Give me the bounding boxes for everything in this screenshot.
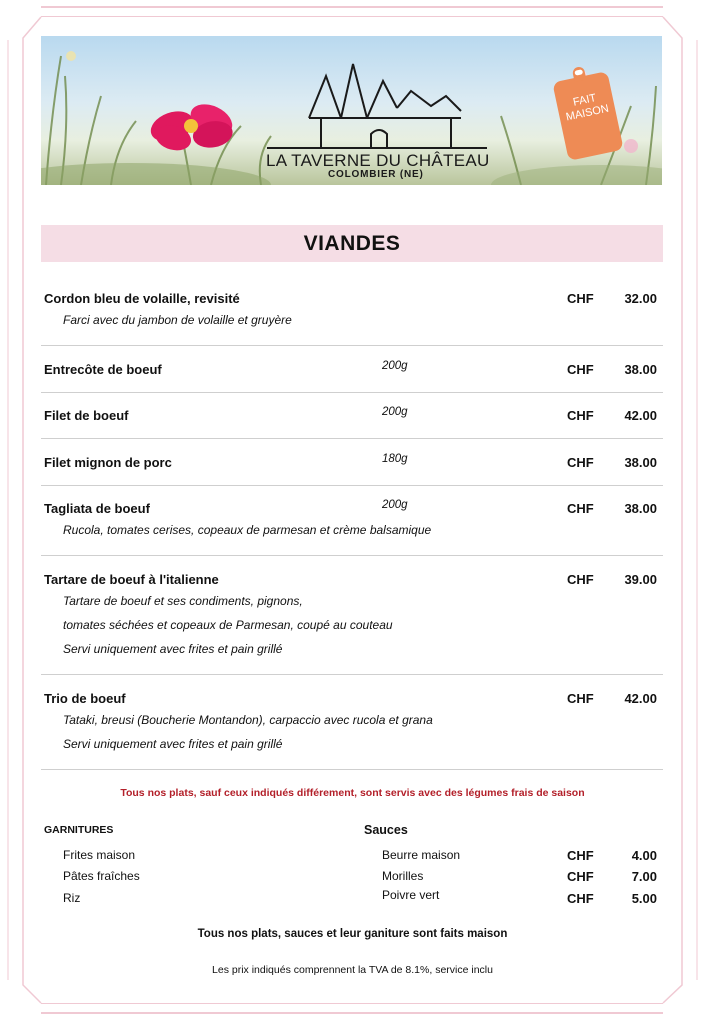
item-divider xyxy=(41,438,663,439)
menu-item-name: Tagliata de boeuf xyxy=(44,501,150,516)
garniture-item: Pâtes fraîches xyxy=(63,869,140,883)
garniture-item: Frites maison xyxy=(63,848,136,862)
sauce-currency: CHF xyxy=(567,869,594,884)
sauce-currency: CHF xyxy=(567,891,594,906)
sauces-title: Sauces xyxy=(364,823,408,837)
menu-item-currency: CHF xyxy=(567,362,594,377)
garniture-item: Riz xyxy=(63,891,81,905)
restaurant-location: COLOMBIER (NE) xyxy=(328,169,424,180)
item-divider xyxy=(41,555,663,556)
menu-item-description: Tartare de boeuf et ses condiments, pignons, xyxy=(63,594,303,608)
sauce-price: 5.00 xyxy=(631,891,657,906)
pink-flower-icon xyxy=(147,98,238,154)
menu-item-description: Tataki, breusi (Boucherie Montandon), carpaccio avec rucola et grana xyxy=(63,713,433,727)
sauce-price: 7.00 xyxy=(631,869,657,884)
menu-item-description: Servi uniquement avec frites et pain grillé xyxy=(63,642,283,656)
menu-item-currency: CHF xyxy=(567,291,594,306)
menu-item-weight: 200g xyxy=(382,406,408,418)
sauce-item-name: Beurre maison xyxy=(382,848,461,862)
section-title-band xyxy=(41,225,663,262)
menu-item-price: 38.00 xyxy=(624,501,657,516)
sauce-item-name: Poivre vert xyxy=(382,888,440,902)
menu-item-price: 38.00 xyxy=(624,455,657,470)
menu-item-name: Entrecôte de boeuf xyxy=(44,362,162,377)
fait-maison-text: FAIT MAISON xyxy=(564,92,610,124)
menu-item-currency: CHF xyxy=(567,455,594,470)
section-title: VIANDES xyxy=(303,231,401,255)
menu-item-name: Trio de boeuf xyxy=(44,691,126,706)
menu-item-price: 38.00 xyxy=(624,362,657,377)
menu-item-price: 42.00 xyxy=(624,691,657,706)
sauce-currency: CHF xyxy=(567,848,594,863)
menu-item-weight: 200g xyxy=(382,360,408,372)
sauce-item-name: Morilles xyxy=(382,869,424,883)
item-divider xyxy=(41,345,663,346)
sauce-price: 4.00 xyxy=(631,848,657,863)
menu-item-description: tomates séchées et copeaux de Parmesan, coupé au couteau xyxy=(63,618,393,632)
item-divider xyxy=(41,769,663,770)
homemade-note: Tous nos plats, sauces et leur ganiture sont faits maison xyxy=(197,928,508,940)
menu-item-price: 42.00 xyxy=(624,408,657,423)
vegetables-note: Tous nos plats, sauf ceux indiqués différement, sont servis avec des légumes frais de saison xyxy=(120,787,585,799)
menu-item-description: Rucola, tomates cerises, copeaux de parmesan et crème balsamique xyxy=(63,523,432,537)
menu-item-description: Farci avec du jambon de volaille et gruyère xyxy=(63,313,292,327)
vat-note: Les prix indiqués comprennent la TVA de 8.1%, service inclu xyxy=(212,964,493,976)
menu-item-name: Tartare de boeuf à l'italienne xyxy=(44,572,219,587)
item-divider xyxy=(41,392,663,393)
menu-item-currency: CHF xyxy=(567,572,594,587)
menu-item-currency: CHF xyxy=(567,501,594,516)
garnitures-title: GARNITURES xyxy=(44,824,114,836)
menu-item-currency: CHF xyxy=(567,408,594,423)
menu-item-price: 32.00 xyxy=(624,291,657,306)
castle-logo-icon xyxy=(267,64,487,148)
item-divider xyxy=(41,485,663,486)
restaurant-name: LA TAVERNE DU CHÂTEAU xyxy=(266,151,490,170)
menu-item-name: Filet de boeuf xyxy=(44,408,129,423)
item-divider xyxy=(41,674,663,675)
menu-item-name: Cordon bleu de volaille, revisité xyxy=(44,291,240,306)
menu-item-weight: 200g xyxy=(382,499,408,511)
menu-item-price: 39.00 xyxy=(624,572,657,587)
menu-item-weight: 180g xyxy=(382,453,408,465)
header-banner xyxy=(41,36,662,185)
menu-item-description: Servi uniquement avec frites et pain grillé xyxy=(63,737,283,751)
menu-item-name: Filet mignon de porc xyxy=(44,455,172,470)
menu-item-currency: CHF xyxy=(567,691,594,706)
